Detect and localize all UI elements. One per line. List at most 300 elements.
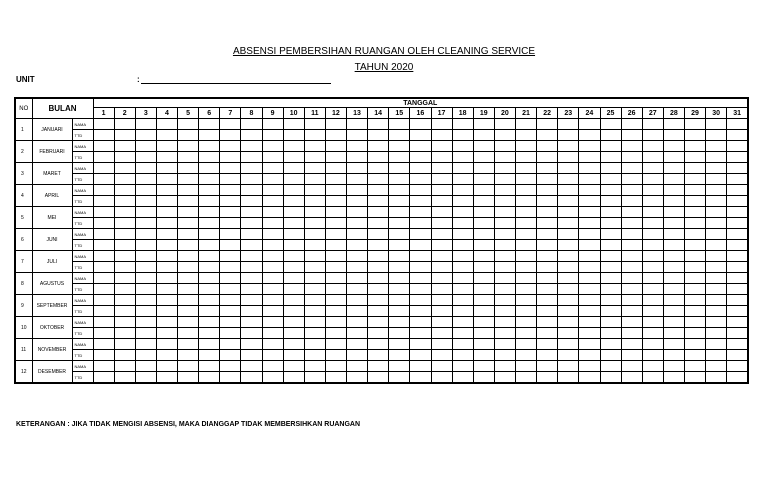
signature-cell[interactable] [262, 306, 283, 317]
name-cell[interactable] [368, 119, 389, 130]
signature-cell[interactable] [389, 218, 410, 229]
name-cell[interactable] [304, 141, 325, 152]
name-cell[interactable] [663, 163, 684, 174]
signature-cell[interactable] [579, 152, 600, 163]
name-cell[interactable] [663, 141, 684, 152]
signature-cell[interactable] [558, 240, 579, 251]
name-cell[interactable] [516, 163, 537, 174]
name-cell[interactable] [706, 339, 727, 350]
signature-cell[interactable] [262, 372, 283, 384]
signature-cell[interactable] [220, 306, 241, 317]
signature-cell[interactable] [199, 262, 220, 273]
name-cell[interactable] [706, 317, 727, 328]
signature-cell[interactable] [727, 218, 748, 229]
signature-cell[interactable] [135, 174, 156, 185]
signature-cell[interactable] [410, 372, 431, 384]
name-cell[interactable] [579, 273, 600, 284]
signature-cell[interactable] [473, 130, 494, 141]
name-cell[interactable] [558, 185, 579, 196]
name-cell[interactable] [325, 141, 346, 152]
name-cell[interactable] [304, 229, 325, 240]
name-cell[interactable] [706, 361, 727, 372]
signature-cell[interactable] [727, 240, 748, 251]
signature-cell[interactable] [220, 130, 241, 141]
name-cell[interactable] [663, 185, 684, 196]
name-cell[interactable] [262, 207, 283, 218]
signature-cell[interactable] [368, 262, 389, 273]
name-cell[interactable] [621, 273, 642, 284]
name-cell[interactable] [178, 361, 199, 372]
signature-cell[interactable] [558, 174, 579, 185]
signature-cell[interactable] [621, 218, 642, 229]
signature-cell[interactable] [241, 152, 262, 163]
signature-cell[interactable] [663, 306, 684, 317]
signature-cell[interactable] [452, 262, 473, 273]
name-cell[interactable] [93, 361, 114, 372]
signature-cell[interactable] [410, 284, 431, 295]
signature-cell[interactable] [537, 218, 558, 229]
signature-cell[interactable] [516, 306, 537, 317]
name-cell[interactable] [283, 119, 304, 130]
signature-cell[interactable] [156, 130, 177, 141]
name-cell[interactable] [452, 361, 473, 372]
signature-cell[interactable] [558, 372, 579, 384]
name-cell[interactable] [156, 229, 177, 240]
signature-cell[interactable] [642, 306, 663, 317]
name-cell[interactable] [558, 273, 579, 284]
signature-cell[interactable] [262, 284, 283, 295]
signature-cell[interactable] [283, 262, 304, 273]
signature-cell[interactable] [727, 262, 748, 273]
name-cell[interactable] [135, 163, 156, 174]
signature-cell[interactable] [727, 306, 748, 317]
name-cell[interactable] [389, 229, 410, 240]
signature-cell[interactable] [579, 130, 600, 141]
signature-cell[interactable] [473, 350, 494, 361]
signature-cell[interactable] [642, 196, 663, 207]
signature-cell[interactable] [347, 372, 368, 384]
name-cell[interactable] [473, 273, 494, 284]
signature-cell[interactable] [114, 262, 135, 273]
name-cell[interactable] [642, 273, 663, 284]
name-cell[interactable] [283, 229, 304, 240]
name-cell[interactable] [431, 207, 452, 218]
name-cell[interactable] [494, 119, 515, 130]
signature-cell[interactable] [220, 328, 241, 339]
name-cell[interactable] [579, 141, 600, 152]
signature-cell[interactable] [304, 196, 325, 207]
name-cell[interactable] [473, 317, 494, 328]
name-cell[interactable] [621, 295, 642, 306]
name-cell[interactable] [663, 229, 684, 240]
signature-cell[interactable] [431, 152, 452, 163]
name-cell[interactable] [220, 141, 241, 152]
signature-cell[interactable] [389, 174, 410, 185]
signature-cell[interactable] [114, 174, 135, 185]
signature-cell[interactable] [241, 240, 262, 251]
name-cell[interactable] [600, 273, 621, 284]
name-cell[interactable] [685, 207, 706, 218]
signature-cell[interactable] [452, 350, 473, 361]
name-cell[interactable] [516, 141, 537, 152]
signature-cell[interactable] [642, 152, 663, 163]
name-cell[interactable] [452, 141, 473, 152]
signature-cell[interactable] [537, 196, 558, 207]
name-cell[interactable] [642, 185, 663, 196]
signature-cell[interactable] [241, 284, 262, 295]
name-cell[interactable] [156, 141, 177, 152]
signature-cell[interactable] [325, 174, 346, 185]
signature-cell[interactable] [93, 372, 114, 384]
signature-cell[interactable] [452, 306, 473, 317]
signature-cell[interactable] [663, 328, 684, 339]
signature-cell[interactable] [410, 130, 431, 141]
signature-cell[interactable] [516, 218, 537, 229]
signature-cell[interactable] [347, 284, 368, 295]
signature-cell[interactable] [516, 350, 537, 361]
signature-cell[interactable] [410, 174, 431, 185]
name-cell[interactable] [452, 207, 473, 218]
signature-cell[interactable] [389, 372, 410, 384]
name-cell[interactable] [452, 295, 473, 306]
name-cell[interactable] [516, 295, 537, 306]
signature-cell[interactable] [114, 218, 135, 229]
name-cell[interactable] [325, 317, 346, 328]
signature-cell[interactable] [135, 262, 156, 273]
name-cell[interactable] [304, 317, 325, 328]
signature-cell[interactable] [114, 372, 135, 384]
name-cell[interactable] [685, 251, 706, 262]
signature-cell[interactable] [368, 372, 389, 384]
name-cell[interactable] [368, 207, 389, 218]
signature-cell[interactable] [494, 218, 515, 229]
signature-cell[interactable] [156, 174, 177, 185]
name-cell[interactable] [347, 295, 368, 306]
name-cell[interactable] [537, 141, 558, 152]
signature-cell[interactable] [642, 174, 663, 185]
signature-cell[interactable] [537, 306, 558, 317]
name-cell[interactable] [114, 251, 135, 262]
name-cell[interactable] [241, 141, 262, 152]
signature-cell[interactable] [685, 218, 706, 229]
name-cell[interactable] [706, 185, 727, 196]
name-cell[interactable] [727, 295, 748, 306]
signature-cell[interactable] [283, 328, 304, 339]
name-cell[interactable] [347, 273, 368, 284]
name-cell[interactable] [304, 273, 325, 284]
signature-cell[interactable] [706, 174, 727, 185]
signature-cell[interactable] [199, 306, 220, 317]
signature-cell[interactable] [347, 174, 368, 185]
signature-cell[interactable] [621, 240, 642, 251]
signature-cell[interactable] [621, 196, 642, 207]
name-cell[interactable] [663, 273, 684, 284]
signature-cell[interactable] [621, 174, 642, 185]
signature-cell[interactable] [431, 240, 452, 251]
signature-cell[interactable] [516, 174, 537, 185]
signature-cell[interactable] [135, 328, 156, 339]
signature-cell[interactable] [685, 372, 706, 384]
name-cell[interactable] [135, 273, 156, 284]
name-cell[interactable] [473, 251, 494, 262]
name-cell[interactable] [663, 251, 684, 262]
name-cell[interactable] [473, 185, 494, 196]
signature-cell[interactable] [558, 196, 579, 207]
name-cell[interactable] [93, 141, 114, 152]
signature-cell[interactable] [706, 328, 727, 339]
signature-cell[interactable] [516, 130, 537, 141]
name-cell[interactable] [621, 119, 642, 130]
name-cell[interactable] [558, 229, 579, 240]
signature-cell[interactable] [642, 328, 663, 339]
name-cell[interactable] [135, 317, 156, 328]
name-cell[interactable] [220, 185, 241, 196]
name-cell[interactable] [156, 317, 177, 328]
signature-cell[interactable] [600, 240, 621, 251]
name-cell[interactable] [494, 163, 515, 174]
signature-cell[interactable] [600, 372, 621, 384]
name-cell[interactable] [558, 163, 579, 174]
signature-cell[interactable] [727, 174, 748, 185]
signature-cell[interactable] [621, 372, 642, 384]
signature-cell[interactable] [114, 196, 135, 207]
name-cell[interactable] [220, 273, 241, 284]
signature-cell[interactable] [325, 218, 346, 229]
signature-cell[interactable] [135, 218, 156, 229]
name-cell[interactable] [431, 185, 452, 196]
name-cell[interactable] [178, 273, 199, 284]
signature-cell[interactable] [452, 240, 473, 251]
name-cell[interactable] [368, 273, 389, 284]
signature-cell[interactable] [93, 218, 114, 229]
name-cell[interactable] [114, 163, 135, 174]
name-cell[interactable] [621, 229, 642, 240]
signature-cell[interactable] [283, 218, 304, 229]
signature-cell[interactable] [558, 350, 579, 361]
signature-cell[interactable] [431, 196, 452, 207]
name-cell[interactable] [220, 163, 241, 174]
name-cell[interactable] [579, 119, 600, 130]
signature-cell[interactable] [558, 152, 579, 163]
signature-cell[interactable] [473, 174, 494, 185]
name-cell[interactable] [473, 229, 494, 240]
signature-cell[interactable] [473, 284, 494, 295]
name-cell[interactable] [431, 119, 452, 130]
name-cell[interactable] [135, 251, 156, 262]
signature-cell[interactable] [579, 240, 600, 251]
name-cell[interactable] [621, 317, 642, 328]
name-cell[interactable] [537, 185, 558, 196]
name-cell[interactable] [706, 163, 727, 174]
signature-cell[interactable] [220, 152, 241, 163]
name-cell[interactable] [685, 273, 706, 284]
name-cell[interactable] [706, 141, 727, 152]
signature-cell[interactable] [199, 328, 220, 339]
name-cell[interactable] [325, 207, 346, 218]
signature-cell[interactable] [706, 130, 727, 141]
signature-cell[interactable] [685, 130, 706, 141]
signature-cell[interactable] [431, 350, 452, 361]
name-cell[interactable] [410, 317, 431, 328]
signature-cell[interactable] [410, 152, 431, 163]
name-cell[interactable] [389, 141, 410, 152]
signature-cell[interactable] [156, 240, 177, 251]
name-cell[interactable] [389, 295, 410, 306]
signature-cell[interactable] [516, 240, 537, 251]
name-cell[interactable] [579, 251, 600, 262]
signature-cell[interactable] [283, 174, 304, 185]
name-cell[interactable] [347, 317, 368, 328]
signature-cell[interactable] [241, 218, 262, 229]
name-cell[interactable] [410, 295, 431, 306]
signature-cell[interactable] [347, 262, 368, 273]
signature-cell[interactable] [558, 218, 579, 229]
name-cell[interactable] [262, 141, 283, 152]
name-cell[interactable] [368, 163, 389, 174]
signature-cell[interactable] [199, 196, 220, 207]
name-cell[interactable] [304, 295, 325, 306]
name-cell[interactable] [473, 163, 494, 174]
signature-cell[interactable] [516, 152, 537, 163]
signature-cell[interactable] [431, 284, 452, 295]
name-cell[interactable] [262, 273, 283, 284]
name-cell[interactable] [494, 229, 515, 240]
signature-cell[interactable] [368, 174, 389, 185]
signature-cell[interactable] [220, 372, 241, 384]
name-cell[interactable] [241, 207, 262, 218]
signature-cell[interactable] [241, 196, 262, 207]
name-cell[interactable] [537, 207, 558, 218]
name-cell[interactable] [114, 339, 135, 350]
name-cell[interactable] [685, 317, 706, 328]
signature-cell[interactable] [558, 130, 579, 141]
name-cell[interactable] [114, 361, 135, 372]
signature-cell[interactable] [579, 328, 600, 339]
signature-cell[interactable] [600, 196, 621, 207]
name-cell[interactable] [537, 295, 558, 306]
signature-cell[interactable] [304, 350, 325, 361]
signature-cell[interactable] [389, 350, 410, 361]
signature-cell[interactable] [621, 152, 642, 163]
signature-cell[interactable] [621, 284, 642, 295]
signature-cell[interactable] [452, 152, 473, 163]
name-cell[interactable] [600, 317, 621, 328]
signature-cell[interactable] [642, 218, 663, 229]
name-cell[interactable] [537, 251, 558, 262]
name-cell[interactable] [389, 163, 410, 174]
signature-cell[interactable] [325, 372, 346, 384]
name-cell[interactable] [241, 229, 262, 240]
name-cell[interactable] [537, 361, 558, 372]
name-cell[interactable] [114, 185, 135, 196]
signature-cell[interactable] [93, 350, 114, 361]
signature-cell[interactable] [642, 130, 663, 141]
signature-cell[interactable] [368, 152, 389, 163]
name-cell[interactable] [494, 317, 515, 328]
signature-cell[interactable] [600, 152, 621, 163]
name-cell[interactable] [283, 185, 304, 196]
signature-cell[interactable] [537, 152, 558, 163]
signature-cell[interactable] [199, 130, 220, 141]
name-cell[interactable] [642, 207, 663, 218]
name-cell[interactable] [347, 361, 368, 372]
signature-cell[interactable] [579, 306, 600, 317]
name-cell[interactable] [156, 273, 177, 284]
signature-cell[interactable] [347, 196, 368, 207]
name-cell[interactable] [389, 339, 410, 350]
signature-cell[interactable] [389, 306, 410, 317]
name-cell[interactable] [135, 339, 156, 350]
name-cell[interactable] [178, 119, 199, 130]
signature-cell[interactable] [368, 306, 389, 317]
signature-cell[interactable] [199, 240, 220, 251]
name-cell[interactable] [368, 251, 389, 262]
name-cell[interactable] [410, 141, 431, 152]
signature-cell[interactable] [494, 174, 515, 185]
signature-cell[interactable] [410, 218, 431, 229]
name-cell[interactable] [199, 317, 220, 328]
signature-cell[interactable] [156, 218, 177, 229]
signature-cell[interactable] [473, 196, 494, 207]
signature-cell[interactable] [220, 262, 241, 273]
name-cell[interactable] [114, 207, 135, 218]
name-cell[interactable] [220, 361, 241, 372]
signature-cell[interactable] [389, 130, 410, 141]
signature-cell[interactable] [727, 372, 748, 384]
signature-cell[interactable] [262, 240, 283, 251]
name-cell[interactable] [452, 317, 473, 328]
signature-cell[interactable] [537, 130, 558, 141]
signature-cell[interactable] [516, 284, 537, 295]
signature-cell[interactable] [262, 328, 283, 339]
name-cell[interactable] [727, 361, 748, 372]
name-cell[interactable] [178, 339, 199, 350]
name-cell[interactable] [368, 141, 389, 152]
signature-cell[interactable] [220, 240, 241, 251]
name-cell[interactable] [156, 339, 177, 350]
name-cell[interactable] [135, 295, 156, 306]
name-cell[interactable] [706, 207, 727, 218]
signature-cell[interactable] [304, 328, 325, 339]
name-cell[interactable] [621, 185, 642, 196]
name-cell[interactable] [685, 119, 706, 130]
signature-cell[interactable] [706, 152, 727, 163]
name-cell[interactable] [600, 163, 621, 174]
name-cell[interactable] [199, 163, 220, 174]
name-cell[interactable] [558, 361, 579, 372]
signature-cell[interactable] [262, 174, 283, 185]
name-cell[interactable] [93, 251, 114, 262]
signature-cell[interactable] [431, 372, 452, 384]
signature-cell[interactable] [537, 328, 558, 339]
signature-cell[interactable] [452, 196, 473, 207]
signature-cell[interactable] [685, 152, 706, 163]
signature-cell[interactable] [663, 350, 684, 361]
name-cell[interactable] [304, 251, 325, 262]
name-cell[interactable] [114, 295, 135, 306]
signature-cell[interactable] [347, 306, 368, 317]
signature-cell[interactable] [431, 328, 452, 339]
signature-cell[interactable] [93, 130, 114, 141]
signature-cell[interactable] [178, 372, 199, 384]
signature-cell[interactable] [389, 284, 410, 295]
name-cell[interactable] [135, 207, 156, 218]
name-cell[interactable] [579, 207, 600, 218]
signature-cell[interactable] [473, 218, 494, 229]
signature-cell[interactable] [473, 372, 494, 384]
signature-cell[interactable] [579, 218, 600, 229]
signature-cell[interactable] [600, 262, 621, 273]
